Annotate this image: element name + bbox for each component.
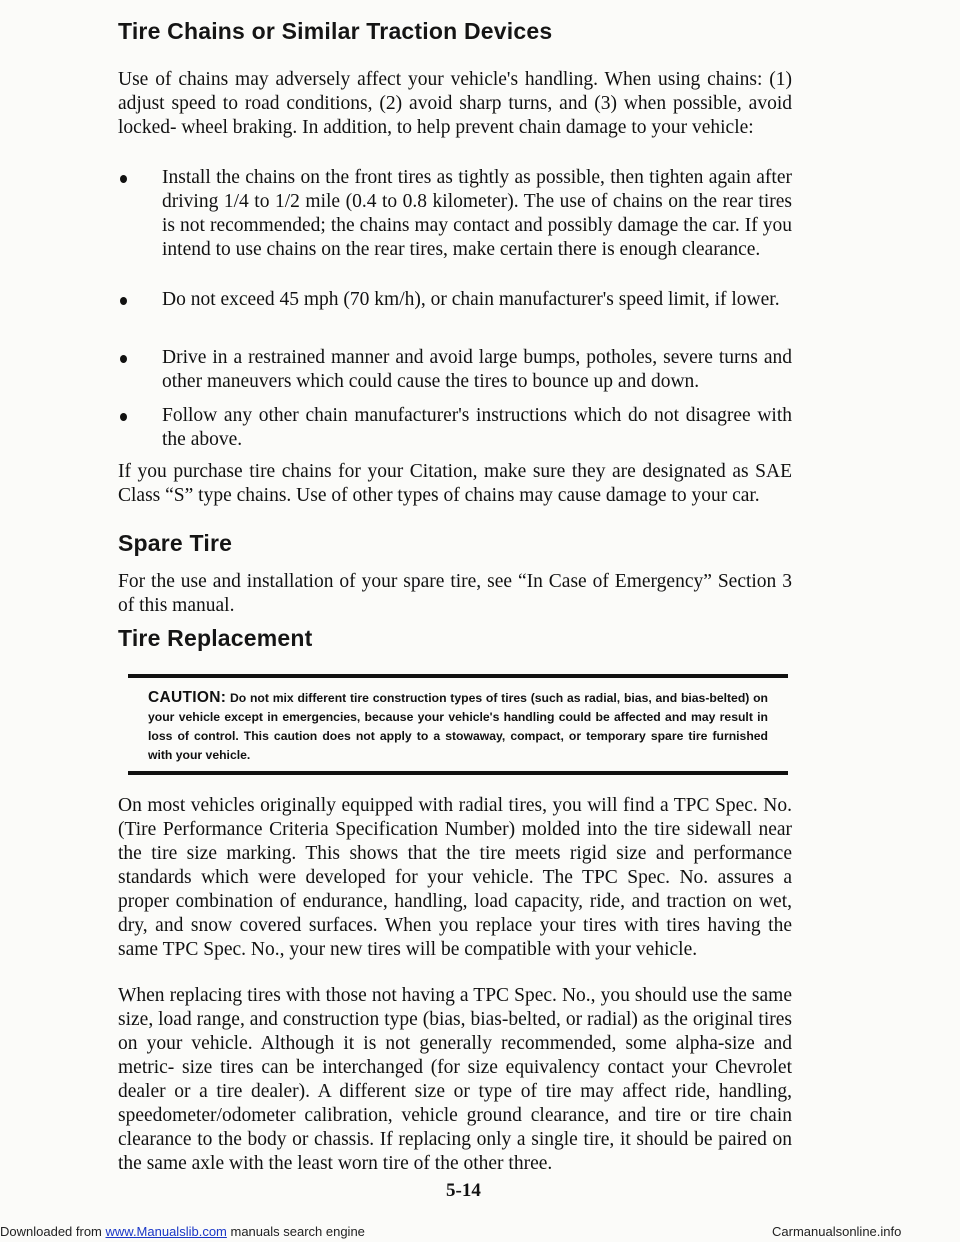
caution-text: Do not mix different tire construction types of tires (such as radial, bias, and bias-belted) on your vehicle except in emergencies, because your vehicle's handling could be affected and may result in loss of control. This caution does not apply to a stowaway, compact, or temporary spare tire furnished with your vehicle. <box>148 691 768 762</box>
replacement-paragraph-1: On most vehicles originally equipped with radial tires, you will find a TPC Spec. No. (Tire Performance Criteria Specification Number) molded into the tire sidewall near the tire size marking. This shows that the tire meets rigid size and performance standards which were developed for your vehicle. The TPC Spec. No. assures a proper combination of endurance, handling, load capacity, ride, and traction on wet, dry, and snow covered surfaces. When you replace your tires with tires having the same TPC Spec. No., your new tires will be compatible with your vehicle. <box>118 795 792 960</box>
bullet-dot-icon <box>120 175 127 183</box>
manualslib-link[interactable]: www.Manualslib.com <box>105 1224 227 1239</box>
chains-closing-paragraph: If you purchase tire chains for your Citation, make sure they are designated as SAE Class “S” type chains. Use of other types of chains may cause damage to your car. <box>118 461 792 506</box>
page-number: 5-14 <box>446 1180 481 1201</box>
tire-chains-heading: Tire Chains or Similar Traction Devices <box>118 18 553 44</box>
bullet-item <box>118 288 792 312</box>
spare-tire-paragraph: For the use and installation of your spare tire, see “In Case of Emergency” Section 3 of this manual. <box>118 571 792 616</box>
bullet-text: Install the chains on the front tires as tightly as possible, then tighten again after driving 1/4 to 1/2 mile (0.4 to 0.8 kilometer). The use of chains on the rear tires is not recommended; the chains may contact and possibly damage the car. If you intend to use chains on the rear tires, make certain there is enough clearance. <box>162 167 792 260</box>
watermark-footer: Carmanualsonline.info <box>772 1224 902 1239</box>
bullet-text: Do not exceed 45 mph (70 km/h), or chain manufacturer's speed limit, if lower. <box>162 289 780 310</box>
caution-box <box>148 688 768 765</box>
bullet-text: Follow any other chain manufacturer's instructions which do not disagree with the above. <box>162 405 792 450</box>
bullet-item <box>118 404 792 452</box>
chains-intro-paragraph: Use of chains may adversely affect your vehicle's handling. When using chains: (1) adjust speed to road conditions, (2) avoid sharp turns, and (3) when possible, avoid locked- wheel braking. In addition, to help prevent chain damage to your vehicle: <box>118 69 792 138</box>
bullet-dot-icon <box>120 297 127 305</box>
caution-top-rule <box>128 674 788 678</box>
caution-bottom-rule <box>128 771 788 775</box>
bullet-text: Drive in a restrained manner and avoid large bumps, potholes, severe turns and other maneuvers which could cause the tires to bounce up and down. <box>162 347 792 392</box>
spare-tire-heading: Spare Tire <box>118 530 233 556</box>
download-footer <box>0 1224 365 1239</box>
bullet-item <box>118 166 792 262</box>
bullet-dot-icon <box>120 413 127 421</box>
replacement-paragraph-2: When replacing tires with those not having a TPC Spec. No., you should use the same size, load range, and construction type (bias, bias-belted, or radial) as the original tires on your vehicle. Although it is not generally recommended, some alpha-size and metric- size tires can be interchanged (for size equivalency contact your Chevrolet dealer or a tire dealer). A different size or type of tire may affect ride, handling, speedometer/odometer calibration, vehicle ground clearance, and tire or tire chain clearance to the body or chassis. If replacing only a single tire, it should be paired on the same axle with the least worn tire of the other three. <box>118 985 792 1174</box>
caution-label: CAUTION: <box>148 689 227 706</box>
footer-suffix: manuals search engine <box>226 1224 365 1239</box>
tire-replacement-heading: Tire Replacement <box>118 625 313 651</box>
bullet-item <box>118 346 792 394</box>
bullet-dot-icon <box>120 355 127 363</box>
footer-prefix: Downloaded from <box>0 1224 106 1239</box>
